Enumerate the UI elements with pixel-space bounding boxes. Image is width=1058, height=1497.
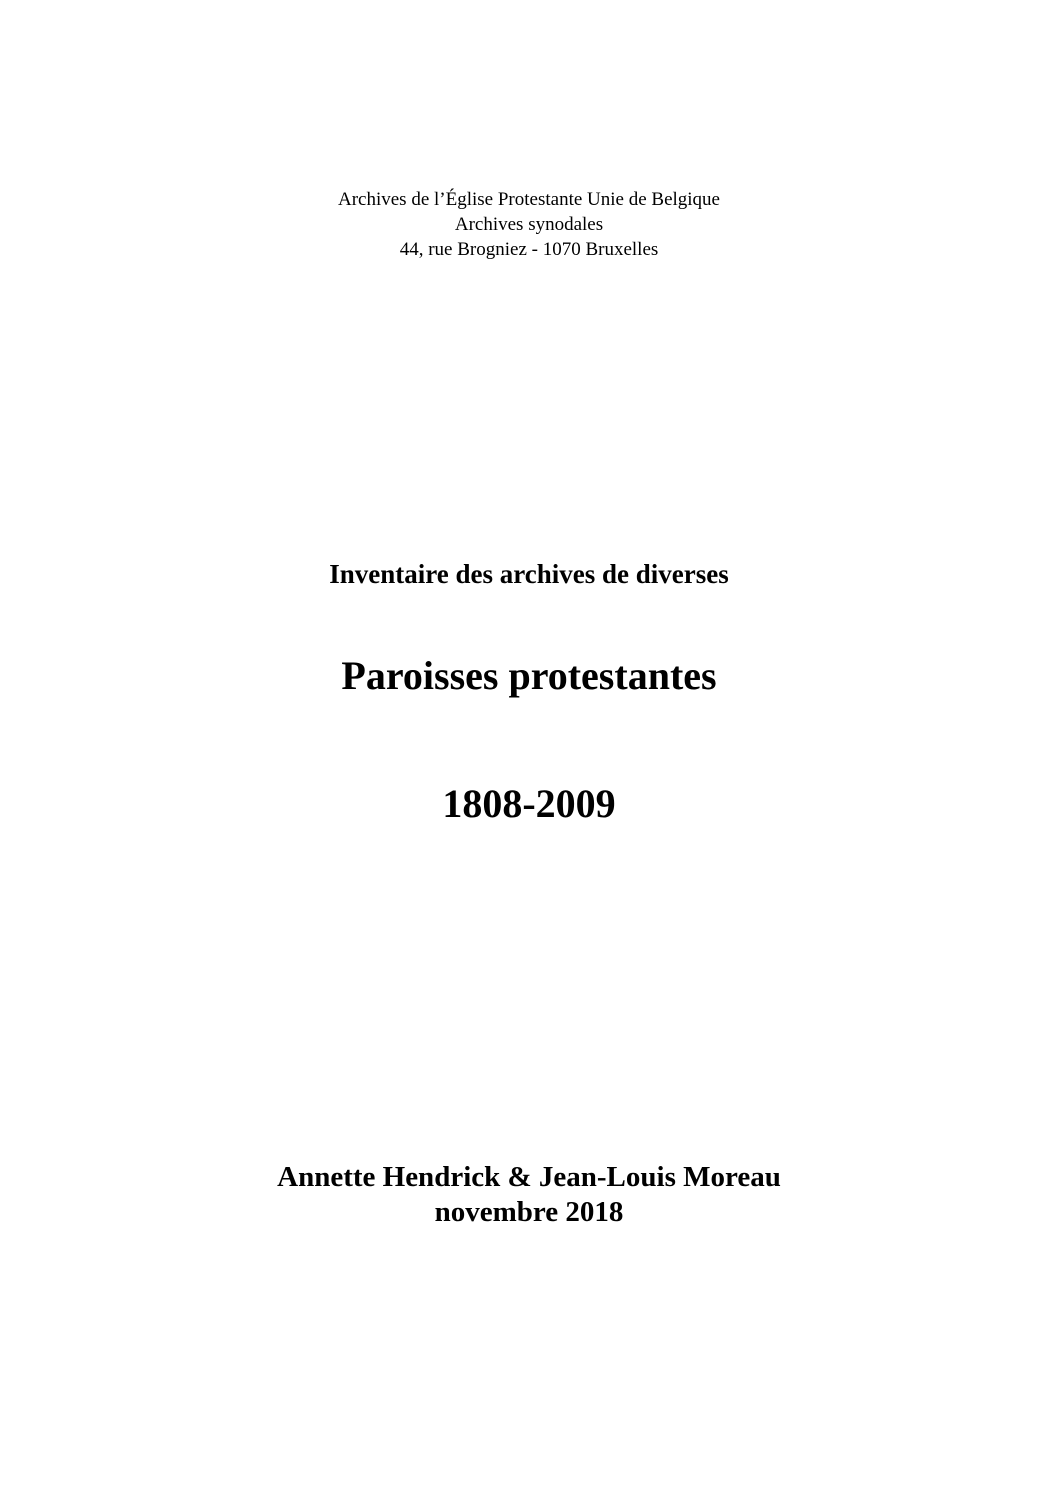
institution-address: 44, rue Brogniez - 1070 Bruxelles	[399, 239, 659, 260]
document-subtitle: Inventaire des archives de diverses	[329, 559, 729, 589]
document-title: Paroisses protestantes	[341, 653, 717, 698]
publication-date: novembre 2018	[434, 1196, 624, 1228]
institution-name: Archives de l’Église Protestante Unie de Belgique	[337, 189, 720, 210]
authors-block	[0, 1160, 1058, 1230]
date-range: 1808-2009	[442, 781, 616, 826]
archive-header	[0, 187, 1058, 262]
archive-department: Archives synodales	[454, 214, 604, 235]
authors: Annette Hendrick & Jean-Louis Moreau	[277, 1161, 781, 1193]
